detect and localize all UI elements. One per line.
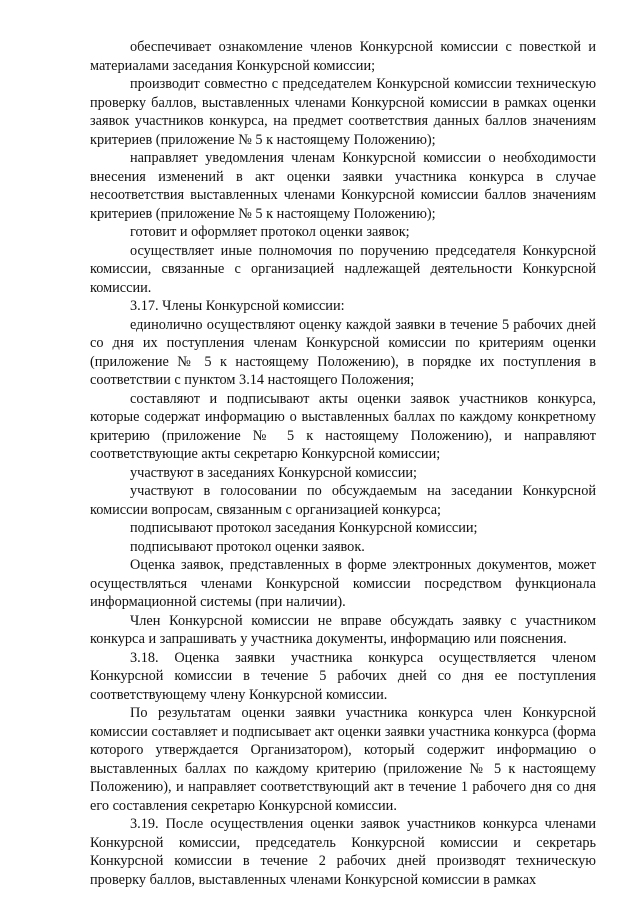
paragraph-members-evaluate: единолично осуществляют оценку каждой заявки в течение 5 рабочих дней со дня их поступления членам Конкурсной комиссии по критериям оценки (приложение № 5 к настоящему Положению), в порядке их поступления в соответствии с пунктом 3.14 настоящего Положения; bbox=[90, 316, 596, 388]
paragraph-members-sign-evaluation-protocol: подписывают протокол оценки заявок. bbox=[130, 538, 365, 555]
paragraph-secretary-duty-other: осуществляет иные полномочия по поручению председателя Конкурсной комиссии, связанные с организацией надлежащей деятельности Конкурсной комиссии. bbox=[90, 242, 596, 296]
paragraph-evaluation-act: По результатам оценки заявки участника конкурса член Конкурсной комиссии составляет и подписывает акт оценки заявки участника конкурса (форма которого утверждается Организатором), который содержит информацию о выставленных баллах по каждому критерию (приложение № 5 к настоящему Положению), и направляет соответствующий акт в течение 1 рабочего дня со дня его составления секретарю Конкурсной комиссии. bbox=[90, 705, 596, 814]
section-heading-3-17: 3.17. Члены Конкурсной комиссии: bbox=[130, 298, 345, 314]
section-paragraph-3-19: 3.19. После осуществления оценки заявок участников конкурса членами Конкурсной комиссии, председатель Конкурсной комиссии и секретарь Конкурсной комиссии в течение 2 рабочих дней производят техническую проверку баллов, выставленных членами Конкурсной комиссии в рамках bbox=[90, 816, 596, 888]
paragraph-secretary-duty-technical-check: производит совместно с председателем Конкурсной комиссии техническую проверку баллов, выставленных членами Конкурсной комиссии в рамках оценки заявок участников конкурса, на предмет соответствия данных баллов значениям критериев (приложение № 5 к настоящему Положению); bbox=[90, 76, 596, 148]
document-page bbox=[90, 38, 596, 889]
paragraph-members-participate: участвуют в заседаниях Конкурсной комиссии; bbox=[130, 464, 418, 481]
paragraph-members-sign-acts: составляют и подписывают акты оценки заявок участников конкурса, которые содержат информацию о выставленных баллах по каждому конкретному критерию (приложение № 5 к настоящему Положению), и направляют соответствующие акты секретарю Конкурсной комиссии; bbox=[90, 390, 596, 462]
section-paragraph-3-18: 3.18. Оценка заявки участника конкурса осуществляется членом Конкурсной комиссии в течение 5 рабочих дней со дня ее поступления соответствующему члену Конкурсной комиссии. bbox=[90, 649, 596, 703]
paragraph-secretary-duty-familiarize: обеспечивает ознакомление членов Конкурсной комиссии с повесткой и материалами заседания Конкурсной комиссии; bbox=[90, 39, 596, 74]
paragraph-member-restriction: Член Конкурсной комиссии не вправе обсуждать заявку с участником конкурса и запрашивать у участника документы, информацию или пояснения. bbox=[90, 612, 596, 647]
paragraph-electronic-evaluation: Оценка заявок, представленных в форме электронных документов, может осуществляться членами Конкурсной комиссии посредством функционала информационной системы (при наличии). bbox=[90, 557, 596, 610]
paragraph-members-sign-meeting-protocol: подписывают протокол заседания Конкурсной комиссии; bbox=[130, 520, 478, 536]
paragraph-members-vote: участвуют в голосовании по обсуждаемым на заседании Конкурсной комиссии вопросам, связанным с организацией конкурса; bbox=[90, 483, 596, 518]
paragraph-secretary-duty-notify: направляет уведомления членам Конкурсной комиссии о необходимости внесения изменений в акт оценки заявки участника конкурса в случае несоответствия выставленных членами Конкурсной комиссии баллов значениям критериев (приложение № 5 к настоящему Положению); bbox=[90, 150, 596, 222]
paragraph-secretary-duty-protocol: готовит и оформляет протокол оценки заявок; bbox=[130, 224, 410, 240]
